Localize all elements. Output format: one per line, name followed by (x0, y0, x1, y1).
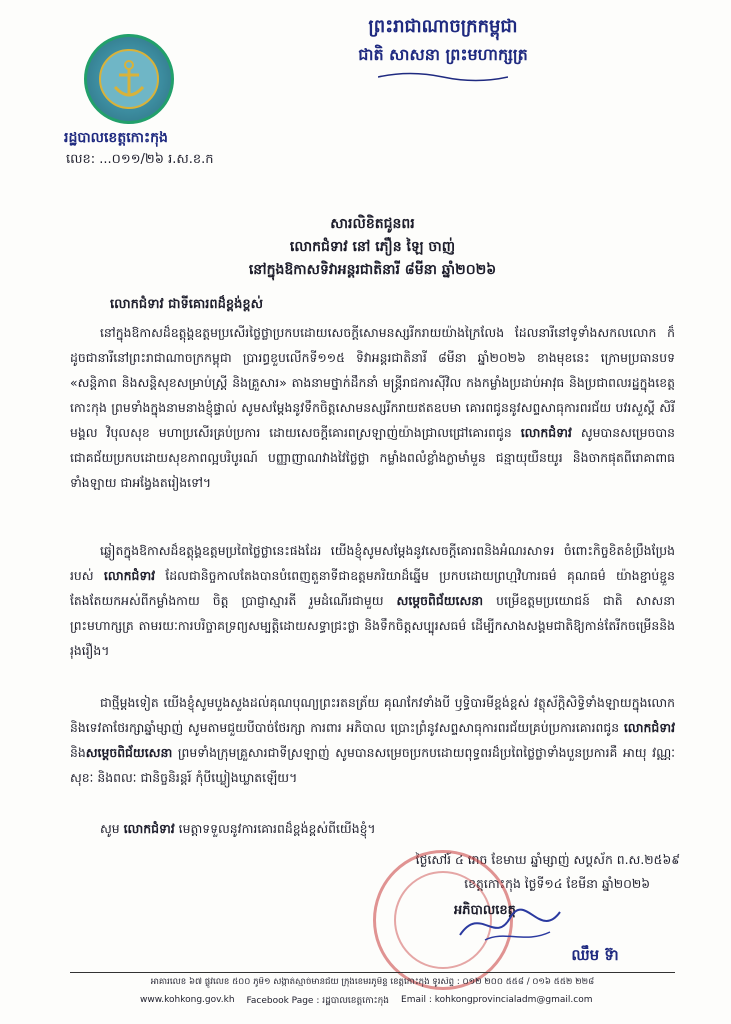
office-name: រដ្ឋបាលខេត្តកោះកុង (64, 130, 168, 146)
p3-text: ជាថ្មីម្តងទៀត យើងខ្ញុំសូមបួងសួងដល់គុណបុណ្យព្រះរតនត្រ័យ គុណកែវទាំងបី ឫទ្ធិបារមីខ្ពង់ខ្ពស់ វត្ថុស័ក្តិសិទ្ធិទាំងឡាយក្នុងលោក និងទេវតាថែរក្សាឆ្នាំម្សាញ់ សូមតាមជួយបីបាច់ថែរក្សា ការពារ អភិបាល ប្រោះព្រំនូវសព្ទសាធុការពរជ័យគ្រប់ប្រការគោរពជូន (70, 695, 675, 735)
salutation: លោកជំទាវ ជាទីគោរពដ៏ខ្ពង់ខ្ពស់ (110, 297, 264, 312)
anchor-emblem-icon (99, 49, 159, 109)
kingdom-title: ព្រះរាជាណាចក្រកម្ពុជា (368, 16, 518, 37)
national-motto: ជាតិ សាសនា ព្រះមហាក្សត្រ (358, 45, 528, 64)
paragraph-1 (70, 320, 675, 495)
paragraph-2 (70, 538, 675, 663)
p3-emphasis-2: សម្តេចពិជ័យសេនា (85, 745, 173, 760)
p2-emphasis-1: លោកជំទាវ (103, 568, 156, 583)
p3-text-end: ព្រមទាំងក្រុមគ្រួសារជាទីស្រឡាញ់ សូមបានសម្រេចប្រកបដោយពុទ្ធពរដ៏ប្រពៃថ្លៃថ្លាទាំងបួនប្រការគឺ អាយុ វណ្ណៈ សុខៈ និងពលៈ ជានិច្ចនិរន្តរ៍ កុំបីឃ្លៀងឃ្លាតឡើយ។ (70, 745, 675, 785)
paragraph-4 (70, 816, 675, 841)
signature-icon (455, 900, 565, 950)
p2-text-mid: ដែលជានិច្ចកាលតែងបានបំពេញតួនាទីជាឧត្តមភរិយាដ៏ឆ្នើម ប្រកបដោយព្រហ្មវិហារធម៌ គុណធម៌ យ៉ាងខ្ជាប់ខ្ជួន តែងតែយកអស់ពីកម្លាំងកាយ ចិត្ត ប្រាជ្ញាស្មារតី រួមដំណើរជាមួយ (70, 568, 675, 608)
signatory-name: ឈឹម ទ៊ា (571, 946, 619, 964)
place-and-date: ខេត្តកោះកុង ថ្ងៃទី១៤ ខែមីនា ឆ្នាំ២០២៦ (464, 876, 650, 891)
p2-text-end: បម្រើឧត្តមប្រយោជន៍ ជាតិ សាសនា ព្រះមហាក្សត្រ តាមរយៈការបរិច្ចាគទ្រព្យសម្បត្តិដោយសទ្ធាជ្រះថ្លា និងទឹកចិត្តសប្បុរសធម៌ ដើម្បីកសាងសង្គមជាតិឱ្យកាន់តែរីកចម្រើននិងរុងរឿង។ (70, 593, 676, 658)
p3-emphasis-1: លោកជំទាវ (623, 720, 675, 735)
footer-facebook[interactable]: Facebook Page : រដ្ឋបាលខេត្តកោះកុង (246, 996, 390, 1006)
motto-divider-icon (378, 70, 508, 84)
p2-text: ឆ្លៀតក្នុងឱកាសដ៏ឧត្តុង្គឧត្តមប្រពៃថ្លៃថ្លានេះផងដែរ យើងខ្ញុំសូមសម្តែងនូវសេចក្តីគោរពនិងអំណរសាទរ ចំពោះកិច្ចខិតខំប្រឹងប្រែងរបស់ (70, 543, 675, 583)
letter-title: សារលិខិតជូនពរ (330, 216, 415, 232)
recipient-line: លោកជំទាវ នៅ ភឿន ឡៃ ចាញ់ (289, 239, 456, 255)
p4-emphasis: លោកជំទាវ (123, 821, 175, 836)
footer-contacts (140, 995, 660, 1008)
footer-address: អាគារលេខ ៦៧ ផ្លូវលេខ ៥០០ ភូមិ១ សង្កាត់ស្មាច់មានជ័យ ក្រុងខេមរភូមិន្ទ ខេត្តកោះកុង ទូរស័ព្ទ : ០១២ ២០០ ៥៥៨ / ០១៦ ៥៥២ ២២៨ (150, 977, 595, 987)
footer-divider (70, 972, 675, 973)
signatory-role: អភិបាលខេត្ត (454, 903, 516, 918)
reference-number: លេខ: ...០១១/២៦ រ.ស.ខ.ក (66, 152, 214, 167)
lunar-date: ថ្ងៃសៅរ៍ ៤ រោច ខែមាឃ ឆ្នាំម្សាញ់ សប្តស័ក ព.ស.២៥៦៩ (415, 852, 680, 867)
p1-text-end: សូមបានសម្រេចបានជោគជ័យប្រកបដោយសុខភាពល្អបរិបូរណ៍ បញ្ញាញាណវាងវៃថ្លៃថ្លា កម្លាំងពលំខ្លាំងក្លាមាំមួន ជន្មាយុយឺនយូរ និងចាកផុតពីរោគាពាធទាំងឡាយ ជាអង្វែងតរៀងទៅ។ (70, 425, 675, 490)
occasion-line: នៅក្នុងឱកាសទិវាអន្តរជាតិនារី ៨មីនា ឆ្នាំ២០២៦ (248, 262, 497, 278)
provincial-logo (84, 34, 174, 124)
p4-text-end: មេត្តាទទួលនូវការគោរពដ៏ខ្ពង់ខ្ពស់ពីយើងខ្ញុំ។ (174, 821, 376, 836)
p4-text: សូម (100, 821, 124, 836)
footer-website[interactable]: www.kohkong.gov.kh (140, 995, 235, 1005)
p1-emphasis: លោកជំទាវ (520, 425, 572, 440)
footer-email[interactable]: Email : kohkongprovincialadm@gmail.com (401, 995, 593, 1005)
p3-text-mid: និង (70, 745, 86, 760)
paragraph-3 (70, 690, 675, 790)
p1-text: នៅក្នុងឱកាសដ៏ឧត្តុង្គឧត្តមប្រសើរថ្លៃថ្លាប្រកបដោយសេចក្តីសោមនស្សរីករាយយ៉ាងក្រៃលែង ដែលនារីនៅទូទាំងសកលលោក ក៏ដូចជានារីនៅព្រះរាជាណាចក្រកម្ពុជា ប្រារព្ធខួបលើកទី១១៥ ទិវាអន្តរជាតិនារី ៨មីនា ឆ្នាំ២០២៦ ខាងមុខនេះ ក្រោមប្រធានបទ «សន្តិភាព និងសន្តិសុខសម្រាប់ស្ត្រី និងគ្រួសារ» តាងនាមថ្នាក់ដឹកនាំ មន្ត្រីរាជការស៊ីវិល កងកម្លាំងប្រដាប់អាវុធ និងប្រជាពលរដ្ឋក្នុងខេត្តកោះកុង ព្រមទាំងក្នុងនាមនាងខ្ញុំផ្ទាល់ សូមសម្តែងនូវទឹកចិត្តសោមនស្សរីករាយឥតឧបមា គោរពជូននូវសព្ទសាធុការពរជ័យ បវរសួស្តី សិរីមង្គល វិបុលសុខ មហាប្រសើរគ្រប់ប្រការ ដោយសេចក្តីគោរពស្រឡាញ់យ៉ាងជ្រាលជ្រៅគោរពជូន (70, 325, 675, 440)
p2-emphasis-2: សម្តេចពិជ័យសេនា (396, 593, 484, 608)
